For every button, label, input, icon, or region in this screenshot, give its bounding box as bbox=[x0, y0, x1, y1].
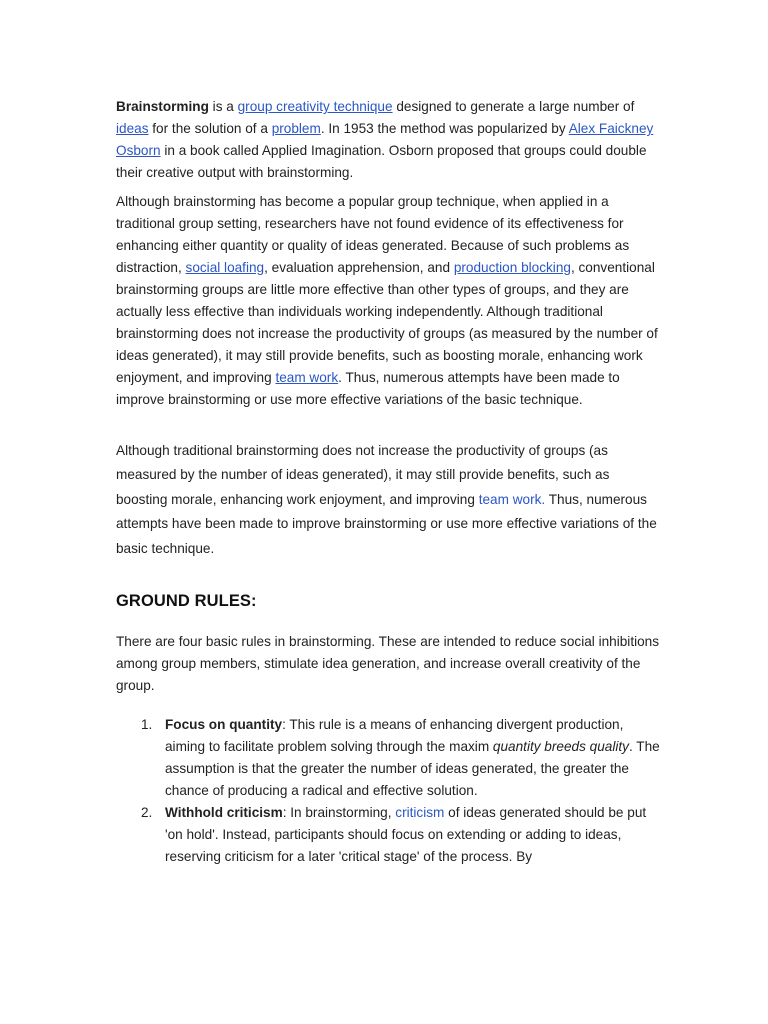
link-production-blocking[interactable]: production blocking bbox=[453, 260, 571, 275]
link-alex-faickney-osborn[interactable]: Alex Faickney Osborn bbox=[116, 121, 654, 158]
link-ideas[interactable]: ideas bbox=[116, 121, 149, 136]
document-page bbox=[116, 96, 661, 868]
section-heading-ground-rules: GROUND RULES: bbox=[116, 592, 257, 611]
text-run: Thus, numerous attempts have been made to improve brainstorming or use more effective variations of the basic technique. bbox=[116, 491, 657, 556]
link-team-work[interactable]: team work bbox=[275, 370, 339, 385]
rules-intro-paragraph: There are four basic rules in brainstorming. These are intended to reduce social inhibitions among group members, stimulate idea generation, and increase overall creativity of the group. bbox=[116, 634, 660, 694]
text-run: is a bbox=[208, 99, 238, 114]
intro-paragraph bbox=[116, 96, 661, 184]
text-run: Although traditional brainstorming does not increase the productivity of groups (as measured by the number of ideas generated), it may still provide benefits, such as boosting morale, enhancing work enjoyment, and improving bbox=[116, 443, 610, 507]
benefits-paragraph bbox=[116, 439, 661, 561]
text-run: of ideas generated should be put 'on hold'. Instead, participants should focus on extending or adding to ideas, reserving criticism for a later 'critical stage' of the process. By bbox=[165, 805, 647, 865]
list-number: 2. bbox=[141, 805, 153, 821]
link-criticism[interactable]: criticism bbox=[395, 805, 445, 821]
text-run: . The assumption is that the greater the number of ideas generated, the greater the chance of producing a radical and effective solution. bbox=[165, 739, 660, 799]
text-run: : This rule is a means of enhancing divergent production, aiming to facilitate problem solving through the maxim bbox=[165, 717, 624, 755]
rules-list bbox=[116, 714, 661, 868]
term-brainstorming: Brainstorming bbox=[116, 99, 209, 114]
text-run: for the solution of a bbox=[148, 121, 272, 136]
text-run: . In 1953 the method was popularized by bbox=[320, 121, 569, 136]
link-social-loafing[interactable]: social loafing bbox=[185, 260, 265, 275]
text-run: Although brainstorming has become a popular group technique, when applied in a traditional group setting, researchers have not found evidence of its effectiveness for enhancing either quantity or quality of ideas generated. Because of such problems as distraction, bbox=[116, 194, 630, 275]
rule-title: Focus on quantity bbox=[165, 717, 283, 733]
text-run: designed to generate a large number of bbox=[392, 99, 635, 114]
effectiveness-paragraph bbox=[116, 191, 661, 411]
text-run: : In brainstorming, bbox=[282, 805, 396, 821]
maxim-text: quantity breeds quality bbox=[492, 739, 629, 755]
text-run: , evaluation apprehension, and bbox=[264, 260, 454, 275]
text-run: , conventional brainstorming groups are little more effective than other types of groups, and they are actually less effective than individuals working independently. Although traditional brainstorming does not increase the productivity of groups (as measured by the number of ideas generated), it may still provide benefits, such as boosting morale, enhancing work enjoyment, and improving bbox=[116, 260, 658, 385]
link-team-work-2[interactable]: team work. bbox=[478, 491, 546, 507]
text-run: . Thus, numerous attempts have been made to improve brainstorming or use more effective variations of the basic technique. bbox=[116, 370, 620, 407]
list-item bbox=[116, 802, 661, 868]
link-problem[interactable]: problem bbox=[271, 121, 321, 136]
text-run: in a book called Applied Imagination. Osborn proposed that groups could double their creative output with brainstorming. bbox=[116, 143, 647, 180]
link-group-creativity-technique[interactable]: group creativity technique bbox=[237, 99, 393, 114]
rule-title: Withhold criticism bbox=[165, 805, 283, 821]
list-item bbox=[116, 714, 661, 802]
list-number: 1. bbox=[141, 717, 153, 733]
